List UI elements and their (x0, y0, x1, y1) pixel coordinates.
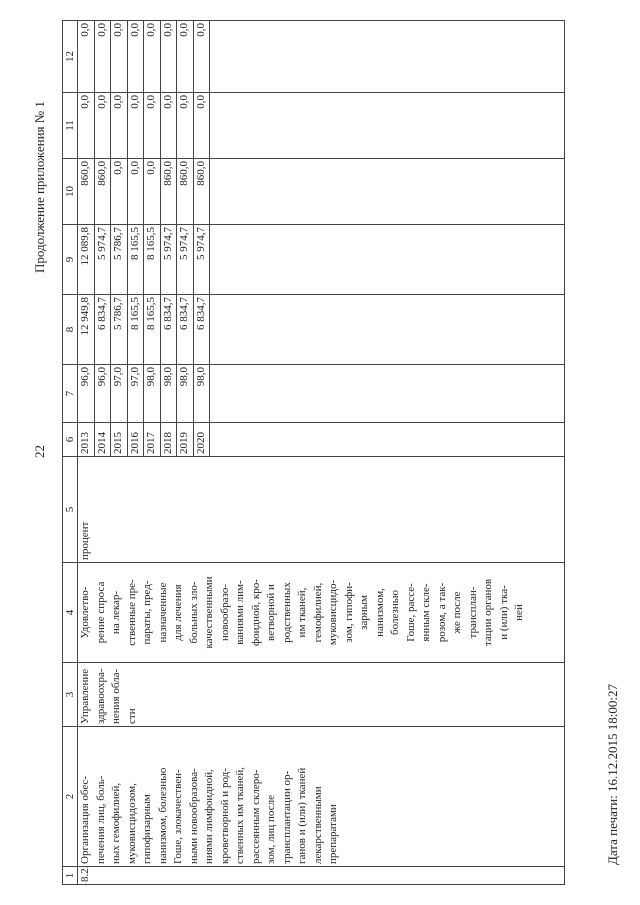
value-cell: 98,0 (144, 365, 161, 423)
col-header: 9 (63, 225, 78, 295)
col-header: 2 (63, 727, 78, 867)
value-cell: 96,0 (94, 365, 111, 423)
col-header: 11 (63, 93, 78, 159)
value-cell: 860,0 (160, 159, 177, 225)
year-cell: 2013 (78, 423, 95, 457)
value-cell: 6 834,7 (193, 295, 210, 365)
value-cell: 5 974,7 (94, 225, 111, 295)
empty-cell (210, 21, 565, 93)
value-cell: 5 786,7 (111, 295, 128, 365)
value-cell: 0,0 (193, 21, 210, 93)
value-cell: 97,0 (127, 365, 144, 423)
empty-cell (210, 93, 565, 159)
column-number-row (63, 21, 78, 885)
table-row (78, 21, 95, 885)
col-header: 1 (63, 867, 78, 885)
value-cell: 860,0 (177, 159, 194, 225)
year-cell: 2017 (144, 423, 161, 457)
value-cell: 8 165,5 (144, 295, 161, 365)
value-cell: 98,0 (177, 365, 194, 423)
value-cell: 98,0 (160, 365, 177, 423)
value-cell: 0,0 (78, 93, 95, 159)
value-cell: 0,0 (94, 93, 111, 159)
value-cell: 860,0 (193, 159, 210, 225)
value-cell: 12 949,8 (78, 295, 95, 365)
col-header: 12 (63, 21, 78, 93)
value-cell: 8 165,5 (127, 295, 144, 365)
value-cell: 0,0 (127, 159, 144, 225)
indicator-description: Удовлетво- рение спроса на лекар- ственные пре- параты, пред- назначенные для лечения больных зло- качественными новообразо- ваниями лим- фоидной, кро- ветворной и родственных им тканей, гемофилией, муковисцидо- зом, гипофи- зарным нанизмом, болезнью Гоше, рассе- янным скле- розом, а так- же после трансплан- тации органов и (или) тка- ней (78, 563, 565, 663)
value-cell: 0,0 (78, 21, 95, 93)
value-cell: 0,0 (160, 21, 177, 93)
value-cell: 0,0 (111, 21, 128, 93)
value-cell: 0,0 (177, 21, 194, 93)
value-cell: 0,0 (111, 159, 128, 225)
empty-cell (210, 295, 565, 365)
value-cell: 0,0 (127, 21, 144, 93)
value-cell: 0,0 (94, 21, 111, 93)
empty-cell (210, 159, 565, 225)
value-cell: 0,0 (193, 93, 210, 159)
value-cell: 8 165,5 (144, 225, 161, 295)
value-cell: 97,0 (111, 365, 128, 423)
value-cell: 0,0 (111, 93, 128, 159)
year-cell: 2015 (111, 423, 128, 457)
continuation-label: Продолжение приложения № 1 (32, 101, 47, 273)
value-cell: 5 974,7 (160, 225, 177, 295)
value-cell: 5 786,7 (111, 225, 128, 295)
year-cell: 2019 (177, 423, 194, 457)
col-header: 4 (63, 563, 78, 663)
value-cell: 6 834,7 (94, 295, 111, 365)
value-cell: 96,0 (78, 365, 95, 423)
value-cell: 5 974,7 (193, 225, 210, 295)
page-number: 22 (32, 445, 47, 458)
col-header: 3 (63, 663, 78, 727)
print-date: Дата печати: 16.12.2015 18:00:27 (605, 683, 620, 865)
value-cell: 0,0 (177, 93, 194, 159)
empty-cell (210, 423, 565, 457)
year-cell: 2016 (127, 423, 144, 457)
value-cell: 6 834,7 (177, 295, 194, 365)
value-cell: 0,0 (127, 93, 144, 159)
empty-cell (210, 365, 565, 423)
col-header: 6 (63, 423, 78, 457)
value-cell: 98,0 (193, 365, 210, 423)
executor-cell: Управление здравоохра- нения обла- сти (78, 663, 565, 727)
program-table (62, 20, 565, 885)
row-number: 8.2. (78, 867, 565, 885)
year-cell: 2018 (160, 423, 177, 457)
unit-cell: процент (78, 457, 565, 563)
value-cell: 0,0 (144, 159, 161, 225)
value-cell: 5 974,7 (177, 225, 194, 295)
col-header: 7 (63, 365, 78, 423)
value-cell: 8 165,5 (127, 225, 144, 295)
col-header: 5 (63, 457, 78, 563)
value-cell: 12 089,8 (78, 225, 95, 295)
year-cell: 2014 (94, 423, 111, 457)
value-cell: 0,0 (144, 21, 161, 93)
value-cell: 0,0 (144, 93, 161, 159)
value-cell: 860,0 (94, 159, 111, 225)
value-cell: 860,0 (78, 159, 95, 225)
empty-cell (210, 225, 565, 295)
year-cell: 2020 (193, 423, 210, 457)
value-cell: 0,0 (160, 93, 177, 159)
col-header: 8 (63, 295, 78, 365)
col-header: 10 (63, 159, 78, 225)
measure-description: Организация обес- печения лиц, боль- ных гемофилией, муковисцидозом, гипофизарным нанизмом, болезнью Гоше, злокачествен- ными новообразова- ниями лимфоидной, кроветворной и род- ственных им тканей, рассеянным склеро- зом, лиц после трансплантации ор- ганов и (или) тканей лекарственными препаратами (78, 727, 565, 867)
value-cell: 6 834,7 (160, 295, 177, 365)
